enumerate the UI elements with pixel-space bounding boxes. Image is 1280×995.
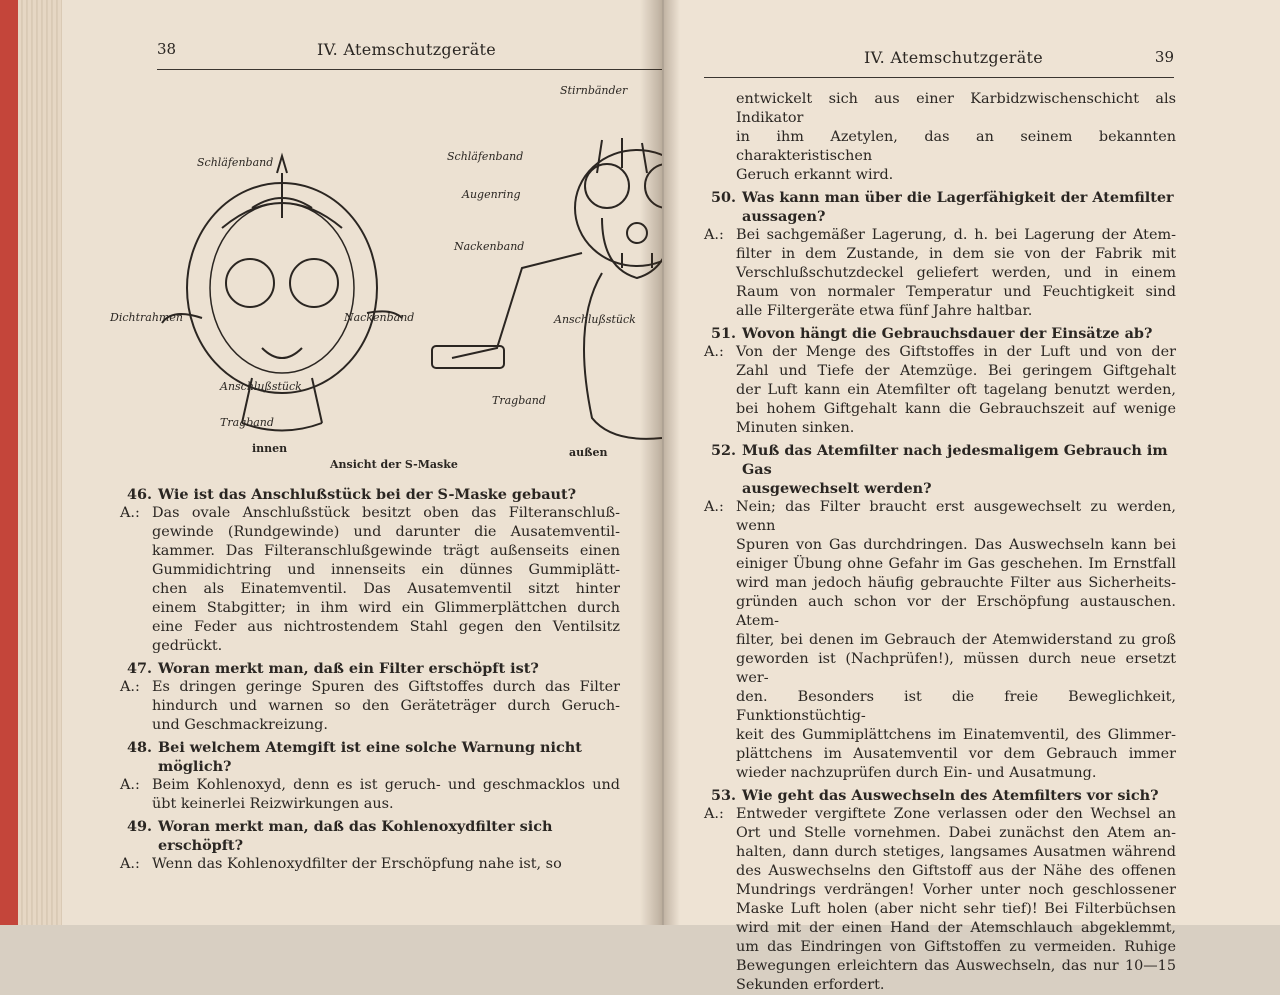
question-row [704,786,1176,805]
answer-line [704,631,1176,650]
question-text: ausgewechselt werden? [742,480,932,497]
answer-marker [704,688,736,726]
answer-text: plättchens im Ausatemventil vor dem Gebrauch immer [736,746,1176,762]
answer-text: Es dringen geringe Spuren des Giftstoffes durch das Filter [152,679,620,695]
question-text: Woran merkt man, daß das Kohlenoxydfilter sich erschöpft? [158,818,553,854]
answer-marker [704,824,736,843]
question-text: Wovon hängt die Gebrauchsdauer der Einsätze ab? [742,325,1153,342]
answer-marker [704,631,736,650]
answer-marker: A.: [120,856,140,872]
answer-marker [704,881,736,900]
answer-line [704,881,1176,900]
answer-marker [120,716,152,735]
left-header [157,40,662,70]
answer-line [704,688,1176,726]
mask-figure [102,78,662,478]
answer-marker [120,795,152,814]
answer-marker: A.: [704,227,724,243]
answer-line [120,542,620,561]
question-number: 49. [126,818,152,835]
book-gutter [640,0,680,925]
inner-label-tragband: Tragband [220,416,274,429]
answer-line [704,862,1176,881]
inner-left-eyepiece-icon [226,259,274,307]
figure-caption: Ansicht der S-Maske [330,458,458,471]
answer-text: Verschlußschutzdeckel geliefert werden, und in einem [736,265,1176,281]
answer-marker [704,419,736,438]
answer-marker [704,381,736,400]
outer-label-anschlussstueck: Anschlußstück [554,313,636,326]
answer-line [120,776,620,795]
answer-text: Sekunden erfordert. [736,977,885,993]
answer-marker [704,400,736,419]
answer-line [704,976,1176,995]
answer-marker [120,697,152,716]
answer-marker [704,938,736,957]
answer-line [704,362,1176,381]
question-text: Wie ist das Anschlußstück bei der S-Maske gebaut? [158,486,577,503]
answer-text: chen als Einatemventil. Das Ausatemventil sitzt hinter [152,581,620,597]
question-number: 52. [710,442,736,459]
outer-label-tragband: Tragband [492,394,546,407]
answer-text: Ort und Stelle vornehmen. Dabei zunächst den Atem an- [736,825,1176,841]
answer-text: den. Besonders ist die freie Beweglichkeit, Funktionstüchtig- [736,689,1176,724]
right-page-number: 39 [1154,48,1174,66]
answer-line [120,716,620,735]
answer-text: gründen auch schon vor der Erschöpfung austauschen. Atem- [736,594,1176,629]
answer-line [704,824,1176,843]
answer-marker [704,919,736,938]
answer-line [704,919,1176,938]
answer-marker [120,542,152,561]
answer-text: und Geschmackreizung. [152,717,328,733]
answer-line [120,697,620,716]
answer-line [704,264,1176,283]
question-number: 47. [126,660,152,677]
answer-marker [120,561,152,580]
answer-marker [704,957,736,976]
answer-marker [704,650,736,688]
answer-text: Bewegungen erleichtern das Auswechseln, das nur 10—15 [736,958,1176,974]
question-number: 51. [710,325,736,342]
answer-marker [120,618,152,637]
answer-text: geworden ist (Nachprüfen!), müssen durch neue ersetzt wer- [736,651,1176,686]
answer-marker [120,523,152,542]
answer-marker [704,843,736,862]
answer-marker [704,976,736,995]
answer-line [704,343,1176,362]
answer-marker [704,555,736,574]
answer-marker [704,745,736,764]
continuation-line [704,90,1176,128]
answer-text: Spuren von Gas durchdringen. Das Auswechseln kann bei [736,537,1176,553]
question-number: 48. [126,739,152,756]
question-number: 46. [126,486,152,503]
answer-text: filter in dem Zustande, in dem sie von der Fabrik mit [736,246,1176,262]
right-header-title: IV. Atemschutzgeräte [864,48,1044,67]
question-text: aussagen? [742,208,826,225]
answer-indent [704,128,736,166]
answer-marker [704,264,736,283]
answer-line [704,400,1176,419]
continuation-text: entwickelt sich aus einer Karbidzwischenschicht als Indikator [736,91,1176,126]
left-qa-section [120,482,620,874]
answer-marker: A.: [120,777,140,793]
answer-text: Beim Kohlenoxyd, denn es ist geruch- und geschmacklos und [152,777,620,793]
answer-line [704,498,1176,536]
answer-line [704,419,1176,438]
answer-marker [704,245,736,264]
question-text: Wie geht das Auswechseln des Atemfilters vor sich? [742,787,1159,804]
answer-marker [704,283,736,302]
answer-text: Zahl und Tiefe der Atemzüge. Bei geringem Giftgehalt [736,363,1176,379]
answer-line [704,957,1176,976]
mask-illustration [102,78,662,478]
answer-text: Entweder vergiftete Zone verlassen oder den Wechsel an [736,806,1176,822]
inner-label-schlaefenband: Schläfenband [197,156,274,169]
left-page [62,0,662,925]
answer-marker: A.: [704,499,724,515]
answer-marker: A.: [120,679,140,695]
answer-line [704,226,1176,245]
answer-marker [704,900,736,919]
left-header-rule [157,69,662,70]
question-row [704,188,1176,207]
answer-text: gedrückt. [152,638,223,654]
answer-marker: A.: [704,806,724,822]
answer-line [120,523,620,542]
question-row [704,324,1176,343]
answer-line [120,561,620,580]
answer-text: der Luft kann ein Atemfilter oft tagelang benutzt werden, [736,382,1176,398]
answer-line [704,726,1176,745]
question-row [704,479,1176,498]
inner-label-nackenband: Nackenband [344,311,415,324]
question-number [704,479,742,498]
answer-text: Das ovale Anschlußstück besitzt oben das Filteranschluß- [152,505,620,521]
answer-text: des Auswechselns den Giftstoff aus der Nähe des offenen [736,863,1176,879]
answer-line [120,637,620,656]
answer-text: bei hohem Giftgehalt kann die Gebrauchszeit auf wenige [736,401,1176,417]
answer-text: Minuten sinken. [736,420,855,436]
answer-marker [704,302,736,321]
answer-marker [120,637,152,656]
question-number: 50. [710,189,736,206]
answer-line [120,580,620,599]
answer-text: wird mit der einen Hand der Atemschlauch abgeklemmt, [736,920,1176,936]
outer-view-caption: außen [569,446,608,459]
answer-line [120,855,620,874]
answer-line [120,795,620,814]
question-text: Was kann man über die Lagerfähigkeit der Atemfilter [742,189,1174,206]
book-cover-edge [0,0,20,925]
answer-text: einem Stabgitter; in ihm wird ein Glimmerplättchen durch [152,600,620,616]
answer-text: wieder nachzuprüfen durch Ein- und Ausatmung. [736,765,1097,781]
question-row [704,441,1176,479]
question-row [704,207,1176,226]
answer-marker: A.: [704,344,724,360]
right-qa-section [704,90,1176,995]
question-text: Bei welchem Atemgift ist eine solche Warnung nicht möglich? [158,739,582,775]
answer-marker [704,362,736,381]
answer-indent [704,90,736,128]
answer-text: Maske Luft holen (aber nicht sehr tief)! Bei Filterbüchsen [736,901,1176,917]
answer-indent [704,166,736,185]
answer-text: Nein; das Filter braucht erst ausgewechselt zu werden, wenn [736,499,1176,534]
outer-left-eyepiece-icon [585,164,629,208]
answer-line [704,245,1176,264]
answer-line [704,536,1176,555]
answer-text: keit des Gummiplättchens im Einatemventil, des Glimmer- [736,727,1176,743]
answer-marker [704,862,736,881]
answer-text: halten, dann durch stetiges, langsames Ausatmen während [736,844,1176,860]
answer-text: übt keinerlei Reizwirkungen aus. [152,796,394,812]
answer-line [704,843,1176,862]
answer-line [704,805,1176,824]
outer-label-stirnbaender: Stirnbänder [560,84,628,97]
answer-text: hindurch und warnen so den Geräteträger durch Geruch- [152,698,620,714]
question-row [120,817,620,855]
answer-line [704,381,1176,400]
right-header [704,48,1174,78]
answer-text: kammer. Das Filteranschlußgewinde trägt außenseits einen [152,543,620,559]
question-row [120,738,620,776]
inner-label-anschlussstueck: Anschlußstück [220,380,302,393]
question-number: 53. [710,787,736,804]
answer-marker [704,764,736,783]
answer-line [704,283,1176,302]
left-header-title: IV. Atemschutzgeräte [317,40,497,59]
answer-line [704,938,1176,957]
answer-text: einiger Übung ohne Gefahr im Gas geschehen. Im Ernstfall [736,556,1176,572]
outer-label-nackenband: Nackenband [454,240,525,253]
question-text: Muß das Atemfilter nach jedesmaligem Gebrauch im Gas [742,442,1168,478]
answer-marker [120,580,152,599]
answer-marker: A.: [120,505,140,521]
answer-marker [704,593,736,631]
answer-line [120,678,620,697]
inner-view-caption: innen [252,442,288,455]
answer-marker [704,726,736,745]
answer-text: Wenn das Kohlenoxydfilter der Erschöpfung nahe ist, so [152,856,562,872]
outer-label-augenring: Augenring [462,188,521,201]
answer-text: eine Feder aus nichtrostendem Stahl gegen den Ventilsitz [152,619,620,635]
answer-marker [120,599,152,618]
answer-line [120,618,620,637]
answer-marker [704,574,736,593]
answer-text: Von der Menge des Giftstoffes in der Luft und von der [736,344,1176,360]
continuation-text: in ihm Azetylen, das an seinem bekannten charakteristischen [736,129,1176,164]
answer-line [704,764,1176,783]
inner-label-dichtrahmen: Dichtrahmen [110,311,183,324]
inner-right-eyepiece-icon [290,259,338,307]
continuation-line [704,166,1176,185]
continuation-text: Geruch erkannt wird. [736,167,894,183]
answer-line [704,555,1176,574]
answer-text: alle Filtergeräte etwa fünf Jahre haltbar. [736,303,1033,319]
answer-text: Bei sachgemäßer Lagerung, d. h. bei Lagerung der Atem- [736,227,1176,243]
answer-line [120,504,620,523]
outer-label-schlaefenband: Schläfenband [447,150,524,163]
answer-line [120,599,620,618]
page-edges [18,0,66,925]
answer-text: um das Eindringen von Giftstoffen zu vermeiden. Ruhige [736,939,1176,955]
answer-text: Raum von normaler Temperatur und Feuchtigkeit sind [736,284,1176,300]
answer-line [704,593,1176,631]
answer-text: Mundrings verdrängen! Vorher unter noch geschlossener [736,882,1176,898]
answer-marker [704,536,736,555]
answer-text: filter, bei denen im Gebrauch der Atemwiderstand zu groß [736,632,1176,648]
question-row [120,659,620,678]
question-row [120,485,620,504]
left-page-number: 38 [157,40,177,58]
answer-text: Gummidichtring und innenseits ein dünnes Gummiplätt- [152,562,620,578]
answer-line [704,302,1176,321]
answer-line [704,900,1176,919]
question-number [704,207,742,226]
answer-line [704,745,1176,764]
answer-line [704,650,1176,688]
right-header-rule [704,77,1174,78]
answer-text: wird man jedoch häufig gebrauchte Filter aus Sicherheits- [736,575,1176,591]
answer-line [704,574,1176,593]
question-text: Woran merkt man, daß ein Filter erschöpft ist? [158,660,539,677]
right-page [664,0,1280,993]
answer-text: gewinde (Rundgewinde) und darunter die Ausatemventil- [152,524,620,540]
continuation-line [704,128,1176,166]
